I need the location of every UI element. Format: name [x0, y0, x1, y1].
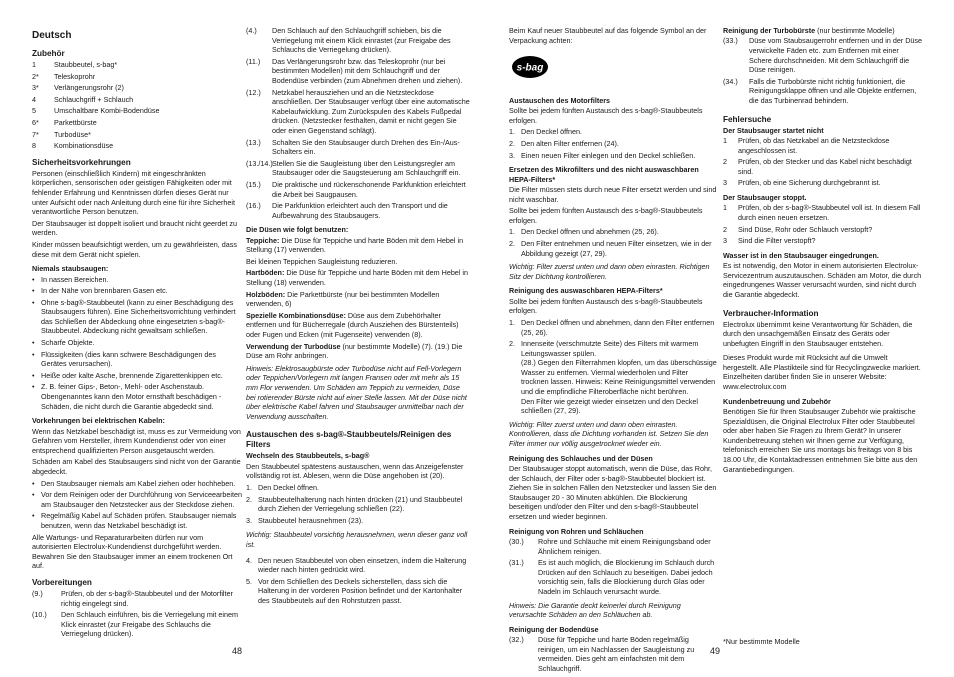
column-3 [509, 26, 717, 676]
item-number: (10.) [32, 610, 47, 620]
list-item [723, 203, 923, 222]
list-item [32, 479, 242, 489]
page-number-left: 48 [232, 646, 243, 656]
nozzle-paragraph [246, 311, 470, 340]
hose-heading: Reinigung des Schlauches und der Düsen [509, 453, 653, 463]
svg-text:s-bag: s-bag [516, 62, 544, 74]
floor-nozzle-heading: Reinigung der Bodendüse [509, 624, 599, 634]
electric-text: Alle Wartungs- und Reparaturarbeiten dürfen nur vom autorisierten Electrolux-Kundendienst durchgeführt werden. Bewahren Sie den Staubsauger immer an einem trockenen Ort auf. [32, 532, 233, 571]
list-item [723, 178, 923, 188]
nozzle-text [246, 236, 470, 361]
electric-text: Wenn das Netzkabel beschädigt ist, muss es zur Vermeidung von Gefahren vom Hersteller, ihrem Kundendienst oder von einer entsprechend qualifizierten Person ausgetauscht werden. [32, 426, 241, 455]
nozzle-description: Bei kleinen Teppichen Saugleistung reduzieren. [246, 256, 398, 266]
list-item [509, 239, 717, 258]
stops-heading: Der Staubsauger stoppt. [723, 192, 807, 202]
item-text: Innenseite (verschmutzte Seite) des Filters mit warmem Leitungswasser spülen. (28.) Gegen den Filterrahmen klopfen, um das überschüssige Wasser zu entfernen. Viermal wiederholen und Filter trocknen lassen. Hinweis: Keine Reinigungsmittel verwenden und die empfindliche Filteroberfläche nicht berühren. Den Filter wie gezeigt wieder einsetzen und den Deckel schließen (27, 29). [521, 339, 717, 416]
item-number: 2. [509, 238, 515, 248]
item-text: Sind Düse, Rohr oder Schlauch verstopft? [738, 224, 873, 234]
list-item [32, 610, 242, 639]
bullet-icon: • [32, 274, 35, 284]
item-text: Falls die Turbobürste nicht richtig funktioniert, die Reinigungsklappe öffnen und alle Objekte entfernen, die das Turbinenrad behindern. [749, 76, 917, 105]
item-number: 1 [723, 203, 727, 213]
nozzle-heading: Die Düsen wie folgt benutzen: [246, 225, 349, 235]
list-item [246, 556, 470, 575]
item-number: 6* [32, 117, 39, 127]
list-item [32, 382, 242, 411]
list-item [246, 57, 470, 86]
item-number: 2. [246, 494, 252, 504]
microfilter-heading: Ersetzen des Mikrofilters und des nicht auswaschbaren HEPA-Filters* [509, 165, 699, 184]
list-item [246, 483, 470, 493]
item-number: 1. [509, 227, 515, 237]
consumer-info-heading: Verbraucher-Information [723, 308, 819, 318]
item-text: Netzkabel herausziehen und an die Netzsteckdose anschließen. Der Staubsauger verfügt über eine automatische Kabelaufwicklung. Zum Zurückspulen des Kabels Fußpedal drücken. (Netzstecker festhalten, damit er nicht gegen Sie oder einen Gegenstand schlägt). [272, 87, 470, 135]
list-item [32, 589, 242, 608]
parts-heading: Zubehör [32, 49, 65, 58]
turbo-clean-heading [723, 26, 923, 35]
safety-heading: Sicherheitsvorkehrungen [32, 157, 131, 167]
item-text: Parkettbürste [54, 117, 97, 127]
item-text: Staubbeutelhalterung nach hinten drücken (21) und Staubbeutel durch Ziehen der Verriegelung schließen (22). [258, 494, 463, 514]
item-text: Düse vom Staubsaugerrohr entfernen und in der Düse verwickelte Fäden etc. zum Entfernen mit einer Schere durchschneiden. Mit dem Schlauchgriff die Düse reinigen. [749, 36, 923, 75]
list-item [509, 339, 717, 416]
water-heading: Wasser ist in den Staubsauger eingedrungen. [723, 250, 879, 260]
electric-heading: Vorkehrungen bei elektrischen Kabeln: [32, 416, 165, 426]
item-number: 3 [723, 178, 727, 188]
turbo-clean-title: Reinigung der Turbobürste [723, 26, 816, 35]
item-number: (31.) [509, 558, 524, 568]
turbo-clean-list [723, 36, 923, 105]
symbol-intro: Beim Kauf neuer Staubbeutel auf das folgende Symbol an der Verpackung achten: [509, 26, 707, 45]
bullet-icon: • [32, 490, 35, 500]
tube-heading: Reinigung von Rohren und Schläuchen [509, 526, 644, 536]
item-text: Umschaltbare Kombi-Bodendüse [54, 106, 160, 116]
never-heading: Niemals staubsaugen: [32, 264, 109, 274]
item-number: 1 [723, 135, 727, 145]
list-item [246, 495, 470, 514]
list-item [32, 371, 242, 381]
bag-change-heading: Wechseln des Staubbeutels, s-bag® [246, 451, 370, 461]
nozzle-paragraph [246, 342, 470, 361]
bullet-icon: • [32, 338, 35, 348]
list-item [509, 558, 717, 596]
item-text: Schlauchgriff + Schlauch [54, 94, 134, 104]
list-item [509, 227, 717, 237]
bullet-icon: • [32, 370, 35, 380]
nozzle-paragraph [246, 257, 470, 267]
bullet-icon: • [32, 286, 35, 296]
hepa-warning: Wichtig: Filter zuerst unten und dann oben einrasten. Kontrollieren, dass die Dichtung vorhanden ist. Setzen Sie den Filter immer nur völlig ausgetrocknet wieder ein. [509, 419, 709, 449]
microfilter-text: Sollte bei jedem fünften Austausch des s-bag®-Staubbeutels erfolgen. [509, 206, 703, 225]
item-text: Prüfen, ob der s-bag®-Staubbeutel voll ist. In diesem Fall durch einen neuen ersetzen. [738, 203, 921, 222]
bag-warning: Wichtig: Staubbeutel vorsichtig herausnehmen, wenn dieser ganz voll ist. [246, 530, 468, 549]
s-bag-logo-icon [511, 55, 549, 79]
nozzle-term: Hartböden: [246, 268, 285, 278]
item-text: Sind die Filter verstopft? [738, 236, 816, 246]
list-item [723, 157, 923, 176]
list-item [246, 26, 470, 55]
item-text: Z. B. feiner Gips-, Beton-, Mehl- oder Aschenstaub. Obengenanntes kann den Motor ernsthaft beschädigen - Schäden, die nicht durch die Garantie abgedeckt sind. [41, 382, 222, 411]
column-1 [32, 26, 242, 641]
item-number: 1. [509, 127, 515, 137]
hepa-heading: Reinigung des auswaschbaren HEPA-Filters* [509, 286, 663, 296]
list-item [246, 201, 470, 220]
list-item [32, 130, 242, 140]
safety-text: Kinder müssen beaufsichtigt werden, um zu gewährleisten, dass diese mit dem Gerät nicht spielen. [32, 239, 237, 259]
item-number: 3* [32, 83, 39, 93]
list-item [246, 88, 470, 136]
item-number: 2 [723, 224, 727, 234]
item-text: In der Nähe von brennbaren Gasen etc. [41, 286, 168, 296]
item-text: Staubbeutel herausnehmen (23). [258, 515, 364, 525]
item-text: Prüfen, ob das Netzkabel an die Netzsteckdose angeschlossen ist. [738, 135, 890, 155]
item-number: 1. [509, 317, 515, 327]
list-item [246, 516, 470, 526]
microfilter-text: Die Filter müssen stets durch neue Filter ersetzt werden und sind nicht waschbar. [509, 184, 717, 204]
motor-filter-text: Sollte bei jedem fünften Austausch des s-bag®-Staubbeutels erfolgen. [509, 106, 703, 125]
item-number: 3 [723, 236, 727, 246]
bullet-icon: • [32, 349, 35, 359]
bullet-icon: • [32, 382, 35, 392]
list-item [246, 159, 470, 178]
item-text: Vor dem Schließen des Deckels sicherstellen, dass sich die Halterung in der vorderen Position befindet und der Kartonhalter des Staubbeutels auf den Rohrstutzen passt. [258, 576, 463, 605]
item-text: Vor dem Reinigen oder der Durchführung von Serviceearbeiten am Staubsauger den Netzstecker aus der Steckdose ziehen. [41, 490, 242, 509]
list-item [32, 106, 242, 116]
item-text: Den Filter entnehmen und neuen Filter einsetzen, wie in der Abbildung gezeigt (27, 29). [521, 238, 712, 258]
setup-list [246, 26, 470, 220]
tube-list [509, 537, 717, 597]
list-item [32, 350, 242, 369]
item-text: Die Parkfunktion erleichtert auch den Transport und die Aufbewahrung des Staubsaugers. [272, 201, 448, 220]
consumer-info-text: Electrolux übernimmt keine Verantwortung für Schäden, die durch den unsachgemäßen Einsatz des Geräts oder unbefugten Eingriff in den Staubsauger entstehen. [723, 319, 913, 348]
item-number: (30.) [509, 537, 524, 546]
item-text: Den Deckel öffnen. [258, 482, 319, 492]
hepa-list [509, 318, 717, 416]
item-text: Düse für Teppiche und harte Böden regelmäßig reinigen, um ein Nachlassen der Saugleistung zu vermeiden. Dies geht am einfachsten mit dem Schlauchgriff. [538, 635, 695, 673]
safety-text: Der Staubsauger ist doppelt isoliert und braucht nicht geerdet zu werden. [32, 218, 237, 238]
nozzle-description: Die Parkettbürste (nur bei bestimmten Modellen verwenden, 6) [246, 289, 440, 309]
item-text: Flüssigkeiten (dies kann schwere Beschädigungen des Gerätes verursachen). [41, 349, 216, 369]
item-text: Den Schlauch auf den Schlauchgriff schieben, bis die Verriegelung mit einem Klick einrastet (zur Freigabe des Schlauchs die Verriegelung drücken). [272, 26, 451, 55]
list-item [32, 275, 242, 285]
hepa-text: Sollte bei jedem fünften Austausch des s-bag®-Staubbeutels erfolgen. [509, 296, 703, 316]
list-item [32, 141, 242, 151]
column-2 [246, 26, 470, 608]
list-item [246, 180, 470, 199]
item-text: Scharfe Objekte. [41, 338, 95, 348]
nozzle-description: Die Düse für Teppiche und harte Böden mit dem Hebel in Stellung (18) verwenden. [246, 268, 468, 288]
nozzle-term: Verwendung der Turbodüse [246, 341, 341, 351]
list-item [509, 151, 717, 161]
item-number: (4.) [246, 26, 257, 35]
item-number: 3. [509, 150, 515, 160]
footnote: *Nur bestimmte Modelle [723, 637, 800, 646]
item-text: Staubbeutel, s-bag* [54, 60, 118, 69]
list-item [509, 635, 717, 673]
list-item [32, 118, 242, 128]
item-text: Den Deckel öffnen. [521, 127, 582, 137]
item-number: 4. [246, 555, 252, 565]
list-item [246, 138, 470, 157]
nozzle-term: Holzböden: [246, 289, 286, 299]
bullet-icon: • [32, 297, 35, 307]
item-text: Teleskoprohr [54, 71, 96, 81]
nozzle-paragraph [246, 290, 470, 309]
list-item [32, 72, 242, 82]
stops-list [723, 203, 923, 245]
hose-text: Der Staubsauger stoppt automatisch, wenn die Düse, das Rohr, der Schlauch, der Filter oder s-bag®-Staubbeutel blockiert ist. Ziehen Sie in solchen Fällen den Netzstecker und lassen Sie den Staubsauger 20 - 30 Minuten abkühlen. Die Blockierung beseitigen und/oder den Filter und den s-bag®-Staubbeutel ersetzen und wieder beginnen. [509, 464, 717, 521]
item-text: Den Staubsauger niemals am Kabel ziehen oder hochheben. [41, 478, 236, 488]
list-item [723, 236, 923, 246]
nozzle-term: Teppiche: [246, 235, 280, 245]
item-text: Den Deckel öffnen und abnehmen (25, 26). [521, 227, 659, 237]
item-text: Regelmäßig Kabel auf Schäden prüfen. Staubsauger niemals benutzen, wenn das Netzkabel beschädigt ist. [41, 511, 237, 530]
no-start-list [723, 136, 923, 188]
item-number: (16.) [246, 201, 261, 211]
item-number: 2. [509, 339, 515, 349]
item-text: Prüfen, ob der Stecker und das Kabel nicht beschädigt sind. [738, 157, 912, 176]
column-4 [723, 26, 923, 476]
list-item [509, 318, 717, 337]
item-number: (34.) [723, 76, 738, 86]
nozzle-description: Die Düse für Teppiche und harte Böden mit dem Hebel in Stellung (17) verwenden. [246, 235, 464, 255]
nozzle-paragraph [246, 268, 470, 287]
filter-heading: Austauschen des s-bag®-Staubbeutels/Reinigen des Filters [246, 430, 452, 450]
item-number: 3. [246, 515, 252, 525]
list-item [509, 139, 717, 149]
turbo-clean-suffix: (nur bestimmte Modelle) [815, 26, 895, 35]
safety-text: Personen (einschließlich Kindern) mit eingeschränkten körperlichen, sensorischen oder geistigen Fähigkeiten oder mit fehlender Erfahrung und Kenntnissen dürfen dieses Gerät nur unter Aufsicht oder nach Anleitung durch eine für ihre Sicherheit verantwortliche Person benutzen. [32, 168, 235, 217]
parts-list [32, 60, 242, 151]
item-text: Die praktische und rückenschonende Parkfunktion erleichtert die Arbeit bei Saugpausen. [272, 179, 466, 199]
item-text: Verlängerungsrohr (2) [54, 83, 124, 93]
item-number: (13./14.) [246, 158, 273, 168]
item-number: (15.) [246, 179, 261, 189]
item-text: Prüfen, ob der s-bag®-Staubbeutel und der Motorfilter richtig eingelegt sind. [61, 588, 233, 608]
electric-text: Schäden am Kabel des Staubsaugers sind nicht von der Garantie abgedeckt. [32, 457, 241, 476]
microfilter-list [509, 227, 717, 258]
list-item [723, 36, 923, 74]
item-number: 4 [32, 94, 36, 104]
list-item [723, 77, 923, 106]
item-text: In nassen Bereichen. [41, 274, 109, 284]
item-text: Einen neuen Filter einlegen und den Deckel schließen. [521, 150, 696, 160]
list-item [32, 60, 242, 70]
item-number: (11.) [246, 56, 261, 66]
never-list [32, 275, 242, 412]
item-text: Kombinationsdüse [54, 141, 114, 151]
list-item [246, 577, 470, 606]
bullet-icon: • [32, 511, 35, 521]
electric-list [32, 479, 242, 531]
item-number: (33.) [723, 36, 738, 46]
list-item [32, 338, 242, 348]
item-number: 5 [32, 106, 36, 116]
list-item [509, 537, 717, 556]
item-number: 1. [246, 482, 252, 492]
bag-change-list [246, 483, 470, 525]
no-start-heading: Der Staubsauger startet nicht [723, 125, 824, 135]
list-item [32, 490, 242, 509]
bag-change-text: Den Staubbeutel spätestens austauschen, wenn das Anzeigefenster vollständig rot ist. Ablesen, wenn die Düse angehoben ist (20). [246, 461, 464, 481]
consumer-info-text: Dieses Produkt wurde mit Rücksicht auf die Umwelt hergestellt. Alle Plastikteile sind für Recyclingzwecke markiert. Einzelheiten darüber finden Sie in unserer Website: www.electrolux.com [723, 353, 921, 392]
troubleshooting-heading: Fehlersuche [723, 114, 772, 124]
list-item [32, 83, 242, 93]
water-text: Es ist notwendig, den Motor in einem autorisierten Electrolux-Servicezentrum auszutauschen. Schäden am Motor, die durch eingedrungenes Wasser verursacht wurden, sind nicht durch die Garantie abgedeckt. [723, 261, 922, 299]
item-text: Schalten Sie den Staubsauger durch Drehen des Ein-/Aus-Schalters ein. [272, 137, 460, 157]
list-item [509, 127, 717, 137]
list-item [723, 136, 923, 155]
list-item [723, 225, 923, 235]
item-number: (12.) [246, 87, 261, 97]
item-text: Prüfen, ob eine Sicherung durchgebrannt ist. [738, 178, 881, 188]
turbo-warning: Hinweis: Elektrosaugbürste oder Turbodüse nicht auf Fell-Vorlegern oder Teppichen/Vorlegern mit langen Fransen oder mit mehr als 15 mm Flor verwenden. Um Schäden am Teppich zu vermeiden, Düse bei rotierender Bürste nicht auf einer Stelle lassen. Mit der Düse nicht über elektrische Kabel fahren und Staubsauger unmittelbar nach der Verwendung ausschalten. [246, 363, 467, 421]
support-text: Benötigen Sie für Ihren Staubsauger Zubehör wie praktische Spezialdüsen, die Original Electrolux Filter oder Staubbeutel oder aber haben Sie Fragen zu Ihrem Gerät? In unserer Kundenbetreuung stehen wir Ihnen gerne zur Verfügung, telefonisch erreichen Sie uns montags bis freitags von 8 bis 18.00 Uhr, die Kontaktadressen entnehmen Sie bitte aus den Garantiebedingungen. [723, 407, 918, 474]
nozzle-description: (nur bestimmte Modelle) (7). (19.) Die Düse am Rohr anbringen. [246, 341, 463, 361]
nozzle-description: Düse aus dem Zubehörhalter entfernen und für Bücherregale (durch Ausziehen des Bürstenteils) oder Fugen und Ecken (mit Fugenseite) verwenden (8). [246, 310, 459, 340]
item-text: Es ist auch möglich, die Blockierung im Schlauch durch Drücken auf den Schlauch zu beseitigen. Dabei jedoch vorsichtig sein, falls die Blockierung durch Glas oder Nadeln im Schlauch verursacht wurde. [538, 558, 715, 596]
item-text: Den Schlauch einführen, bis die Verriegelung mit einem Klick einrastet (zur Freigabe des Schlauchs die Verriegelung drücken). [61, 610, 238, 639]
item-text: Den neuen Staubbeutel von oben einsetzen, indem die Halterung wieder nach hinten gedrückt wird. [258, 555, 467, 575]
item-text: Turbodüse* [54, 129, 91, 139]
item-text: Stellen Sie die Saugleistung über den Leistungsregler am Staubsauger oder die Saugsteuerung am Schlauchgriff ein. [272, 158, 461, 178]
nozzle-paragraph [246, 236, 470, 255]
item-text: Den Deckel öffnen und abnehmen, dann den Filter entfernen (25, 26). [521, 317, 715, 337]
list-item [32, 511, 242, 530]
bullet-icon: • [32, 478, 35, 488]
microfilter-warning: Wichtig: Filter zuerst unten und dann oben einrasten. Richtigen Sitz der Dichtung kontrollieren. [509, 262, 710, 281]
item-number: (13.) [246, 137, 261, 147]
tube-warning: Hinweis: Die Garantie deckt keinerlei durch Reinigung verursachte Schäden an den Schläuchen ab. [509, 600, 681, 620]
list-item [32, 286, 242, 296]
item-number: (32.) [509, 635, 524, 645]
item-text: Ohne s-bag®-Staubbeutel (kann zu einer Beschädigung des Staubsaugers führen). Eine Sicherheitsvorrichtung verhindert das Schließen der Abdeckung ohne eingesetzten s-bag®-Staubbeutel. Abdeckung nicht gewaltsam schließen. [41, 297, 236, 336]
nozzle-term: Spezielle Kombinationsdüse: [246, 310, 346, 320]
bag-insert-list [246, 556, 470, 606]
list-item [32, 95, 242, 105]
preparation-list [32, 589, 242, 639]
list-item [32, 298, 242, 336]
floor-nozzle-list [509, 635, 717, 673]
item-number: 8 [32, 141, 36, 151]
preparation-heading: Vorbereitungen [32, 577, 92, 587]
item-number: 2. [509, 138, 515, 148]
page-number-right: 49 [710, 646, 721, 656]
page-title: Deutsch [32, 30, 72, 41]
item-number: 2 [723, 157, 727, 167]
item-text: Das Verlängerungsrohr bzw. das Teleskoprohr (nur bei bestimmten Modellen) mit dem Schlauchgriff und der Bodendüse verbinden (zum Abnehmen drehen und ziehen). [272, 56, 463, 85]
item-number: (9.) [32, 588, 43, 598]
item-number: 7* [32, 129, 39, 139]
item-number: 1 [32, 60, 36, 69]
item-number: 2* [32, 71, 39, 81]
item-text: Heiße oder kalte Asche, brennende Zigarettenkippen etc. [41, 370, 223, 380]
motor-filter-heading: Austauschen des Motorfilters [509, 95, 611, 105]
item-number: 5. [246, 576, 252, 586]
item-text: Rohre und Schläuche mit einem Reinigungsband oder Ähnlichem reinigen. [538, 537, 711, 556]
item-text: Den alten Filter entfernen (24). [521, 138, 619, 148]
support-heading: Kundenbetreuung und Zubehör [723, 396, 831, 406]
motor-filter-list [509, 127, 717, 160]
